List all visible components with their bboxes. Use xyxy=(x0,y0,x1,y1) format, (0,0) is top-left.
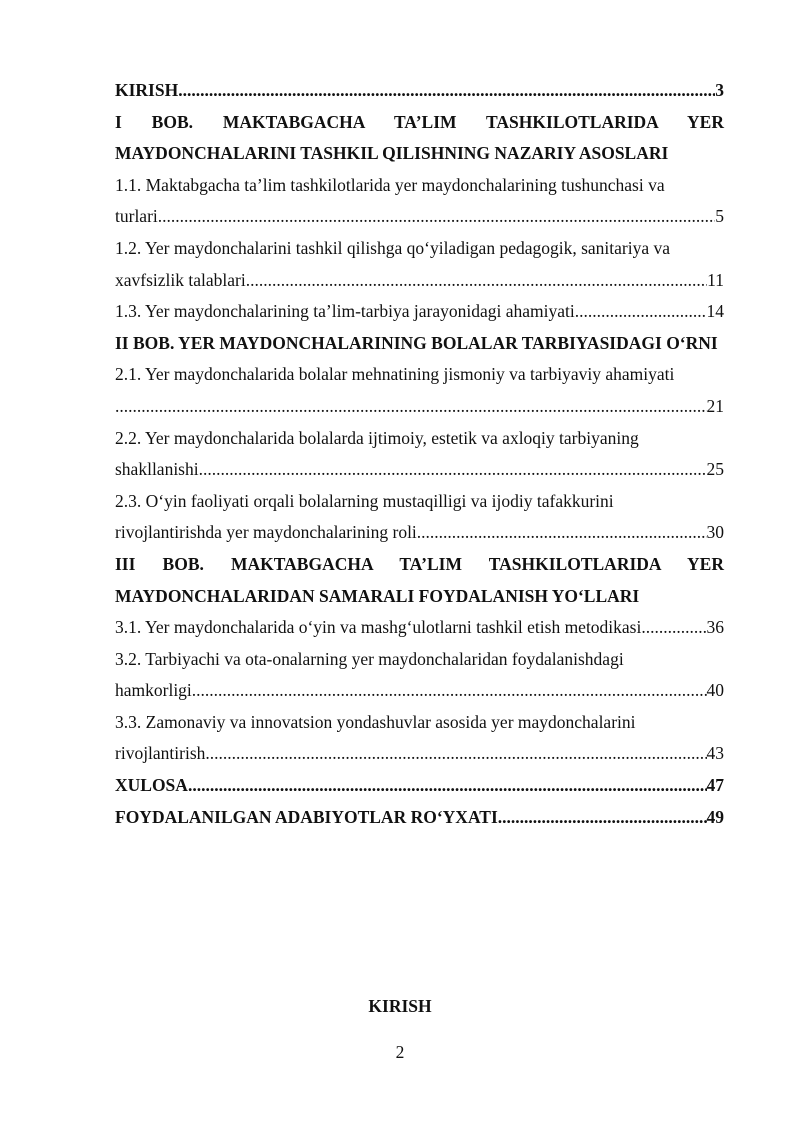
toc-page-number: 40 xyxy=(706,680,724,701)
toc-entry-text: 3.3. Zamonaviy va innovatsion yondashuvlar asosida yer maydonchalarini xyxy=(115,711,636,732)
toc-entry-label: XULOSA xyxy=(115,775,188,796)
toc-entry-text: 2.1. Yer maydonchalarida bolalar mehnatining jismoniy va tarbiyaviy ahamiyati xyxy=(115,364,675,385)
toc-page-number: 47 xyxy=(706,775,724,796)
toc-entry-text: 1.1. Maktabgacha ta’lim tashkilotlarida yer maydonchalarining tushunchasi va xyxy=(115,174,665,195)
table-of-contents xyxy=(115,75,724,833)
toc-page-number: 30 xyxy=(706,522,724,543)
toc-entry-3-1[interactable] xyxy=(115,612,724,644)
toc-entry-text-continued: shakllanishi xyxy=(115,459,199,480)
toc-entry-2-2[interactable] xyxy=(115,423,724,486)
toc-entry-xulosa[interactable] xyxy=(115,770,724,802)
toc-page-number: 21 xyxy=(706,395,724,416)
toc-entry-3-3[interactable] xyxy=(115,707,724,770)
toc-page-number: 43 xyxy=(706,743,724,764)
toc-entry-text-continued: hamkorligi xyxy=(115,680,192,701)
section-heading-kirish: KIRISH xyxy=(368,996,432,1016)
toc-page-number: 49 xyxy=(706,806,724,827)
toc-entry-label: 3.1. Yer maydonchalarida o‘yin va mashg‘ulotlarni tashkil etish metodikasi xyxy=(115,617,642,638)
toc-entry-label: FOYDALANILGAN ADABIYOTLAR RO‘YXATI xyxy=(115,806,498,827)
toc-entry-1-1[interactable] xyxy=(115,170,724,233)
dot-leader xyxy=(498,802,707,834)
chapter-1-heading[interactable]: I BOB. MAKTABGACHA TA’LIM TASHKILOTLARIDA YER MAYDONCHALARINI TASHKIL QILISHNING NAZARIY ASOSLARI xyxy=(115,111,724,164)
dot-leader xyxy=(158,201,715,233)
toc-entry-text: 1.2. Yer maydonchalarini tashkil qilishga qo‘yiladigan pedagogik, sanitariya va xyxy=(115,237,671,258)
toc-entry-1-3[interactable] xyxy=(115,296,724,328)
dot-leader xyxy=(188,770,707,802)
toc-entry-text-continued: turlari xyxy=(115,206,158,227)
toc-page-number: 36 xyxy=(706,617,724,638)
toc-entry-text-continued: rivojlantirish xyxy=(115,743,206,764)
dot-leader xyxy=(192,675,707,707)
toc-entry-2-3[interactable] xyxy=(115,486,724,549)
toc-entry-text: 2.3. O‘yin faoliyati orqali bolalarning mustaqilligi va ijodiy tafakkurini xyxy=(115,490,614,511)
chapter-2-heading[interactable]: II BOB. YER MAYDONCHALARINING BOLALAR TARBIYASIDAGI O‘RNI xyxy=(115,332,718,353)
toc-page-number: 14 xyxy=(706,301,724,322)
toc-entry-3-2[interactable] xyxy=(115,644,724,707)
toc-entry-text-continued: rivojlantirishda yer maydonchalarining roli xyxy=(115,522,417,543)
toc-entry-text-continued: xavfsizlik talablari xyxy=(115,269,246,290)
toc-entry-kirish[interactable] xyxy=(115,75,724,107)
toc-entry-label: KIRISH xyxy=(115,80,179,100)
dot-leader xyxy=(641,612,706,644)
dot-leader xyxy=(178,75,715,107)
dot-leader xyxy=(246,265,707,297)
toc-entry-text: 3.2. Tarbiyachi va ota-onalarning yer maydonchalaridan foydalanishdagi xyxy=(115,648,624,669)
chapter-3-heading[interactable]: III BOB. MAKTABGACHA TA’LIM TASHKILOTLARIDA YER MAYDONCHALARIDAN SAMARALI FOYDALANISH YO‘LLARI xyxy=(115,553,724,606)
toc-entry-adabiyotlar[interactable] xyxy=(115,802,724,834)
toc-entry-label: 1.3. Yer maydonchalarining ta’lim-tarbiya jarayonidagi ahamiyati xyxy=(115,301,575,322)
toc-page-number: 25 xyxy=(706,459,724,480)
page-number: 2 xyxy=(395,1042,405,1062)
dot-leader xyxy=(199,454,707,486)
dot-leader xyxy=(417,517,707,549)
dot-leader xyxy=(575,296,707,328)
toc-page-number: 3 xyxy=(715,80,724,100)
toc-page-number: 5 xyxy=(715,206,724,227)
toc-entry-2-1[interactable] xyxy=(115,359,724,422)
toc-entry-text: 2.2. Yer maydonchalarida bolalarda ijtimoiy, estetik va axloqiy tarbiyaning xyxy=(115,427,639,448)
dot-leader xyxy=(115,391,707,423)
toc-entry-1-2[interactable] xyxy=(115,233,724,296)
toc-page-number: 11 xyxy=(707,269,724,290)
dot-leader xyxy=(205,738,706,770)
